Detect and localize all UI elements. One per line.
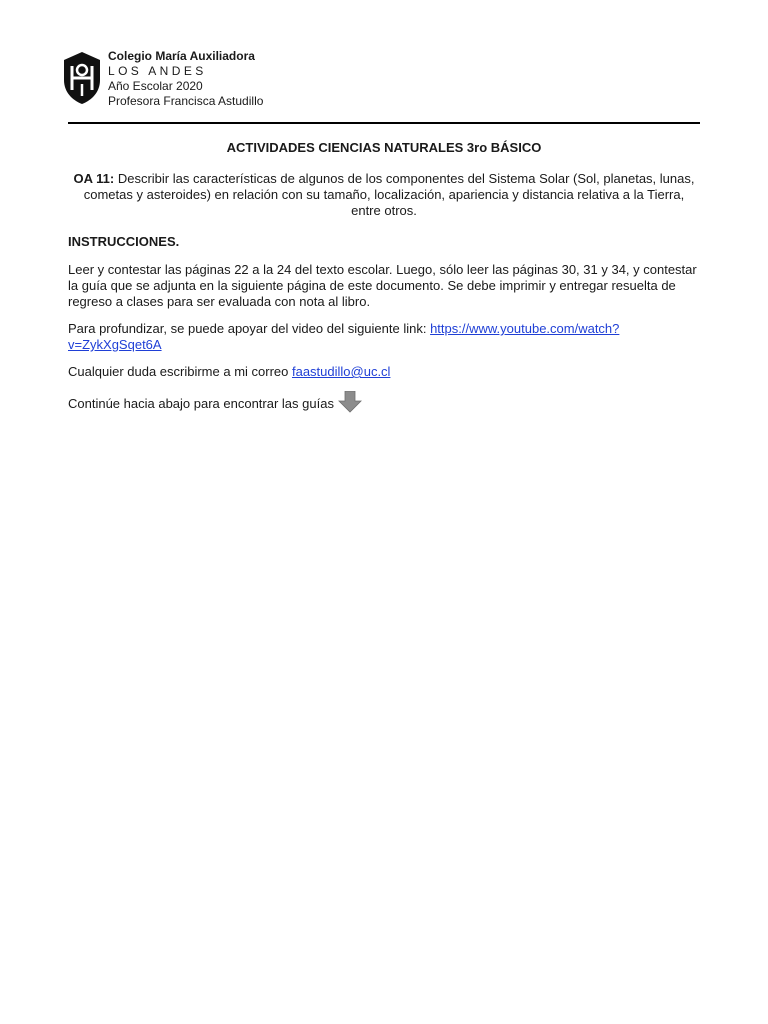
email-text: Cualquier duda escribirme a mi correo — [68, 364, 292, 379]
school-city: LOS ANDES — [108, 64, 207, 78]
document-title: ACTIVIDADES CIENCIAS NATURALES 3ro BÁSICO — [226, 140, 542, 155]
teacher-name: Profesora Francisca Astudillo — [108, 94, 264, 108]
video-paragraph — [68, 321, 700, 353]
oa-text: Describir las características de algunos de los componentes del Sistema Solar (Sol, planetas, lunas, cometas y asteroides) en relación con su tamaño, localización, apariencia y distancia relativa a la Tierra, entre otros. — [83, 171, 695, 218]
school-year: Año Escolar 2020 — [108, 79, 203, 93]
school-info — [108, 49, 263, 109]
document-header — [60, 44, 700, 114]
email-paragraph — [68, 364, 700, 380]
document-body — [68, 138, 700, 424]
arrow-down-icon — [338, 391, 362, 413]
header-divider — [68, 122, 700, 124]
video-link[interactable]: https://www.youtube.com/watch?v=ZykXgSqet6A — [68, 321, 620, 352]
video-text: Para profundizar, se puede apoyar del video del siguiente link: — [68, 321, 431, 336]
school-name: Colegio María Auxiliadora — [108, 49, 255, 63]
email-link[interactable]: faastudillo@uc.cl — [291, 364, 391, 379]
school-crest-icon — [60, 50, 104, 106]
learning-objective — [68, 171, 700, 219]
instructions-heading: INSTRUCCIONES. — [68, 234, 180, 249]
continue-text: Continúe hacia abajo para encontrar las guías — [68, 396, 334, 411]
instructions-text: Leer y contestar las páginas 22 a la 24 del texto escolar. Luego, sólo leer las páginas 30, 31 y 34, y contestar la guía que se adjunta en la siguiente página de este documento. Se debe imprimir y entregar resuelta de regreso a clases para ser evaluada con nota al libro. — [68, 262, 697, 309]
continue-paragraph — [68, 391, 700, 413]
oa-label: OA 11: — [73, 171, 115, 186]
